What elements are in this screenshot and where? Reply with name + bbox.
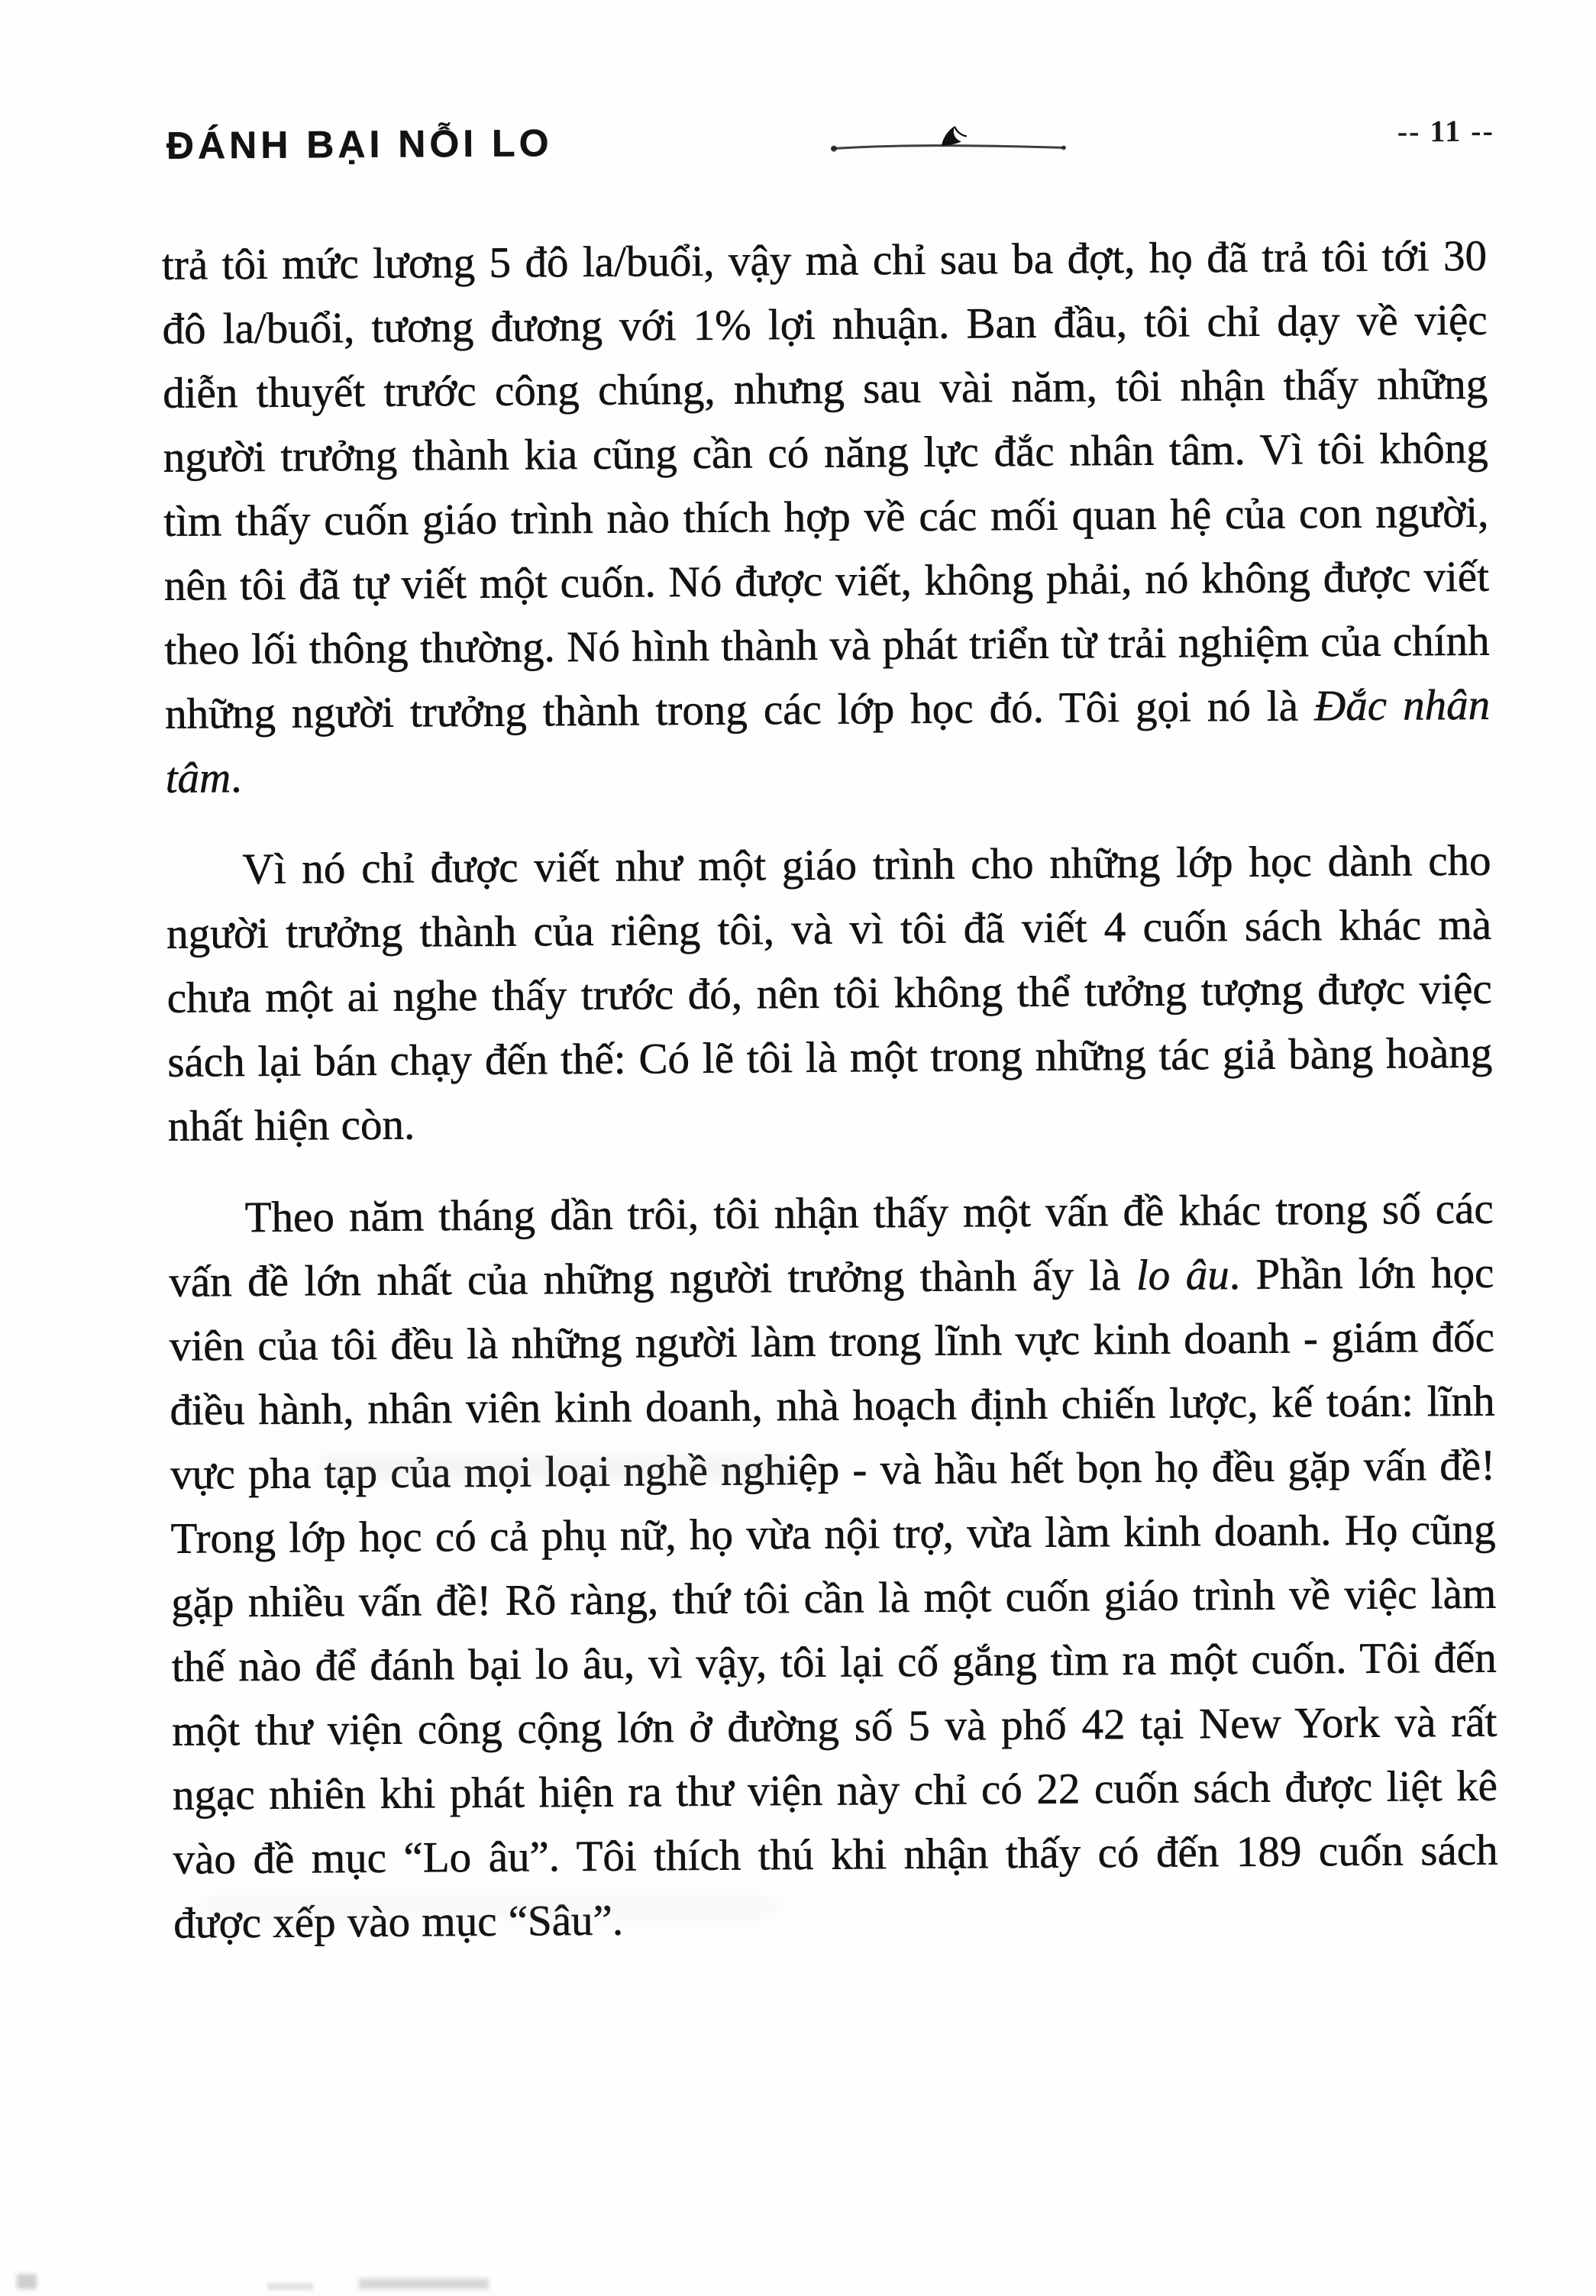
text-run: Theo năm tháng dần trôi, tôi nhận thấy một vấn đề khác trong số các vấn đề lớn nhất của những người trưởng thành ấy là	[169, 1184, 1494, 1306]
italic-phrase: Đắc nhân tâm	[165, 680, 1491, 802]
text-run: Vì nó chỉ được viết như một giáo trình cho những lớp học dành cho người trưởng thành của riêng tôi, và vì tôi đã viết 4 cuốn sách khác mà chưa một ai nghe thấy trước đó, nên tôi không thể tưởng tượng được việc sách lại bán chạy đến thế: Có lẽ tôi là một trong những tác giả bàng hoàng nhất hiện còn.	[166, 836, 1493, 1151]
text-run: . Phần lớn học viên của tôi đều là những người làm trong lĩnh vực kinh doanh - giám đốc điều hành, nhân viên kinh doanh, nhà hoạch định chiến lược, kế toán: lĩnh vực pha tạp của mọi loại nghề nghiệp - và hầu hết bọn họ đều gặp vấn đề! Trong lớp học có cả phụ nữ, họ vừa nội trợ, vừa làm kinh doanh. Họ cũng gặp nhiều vấn đề! Rõ ràng, thứ tôi cần là một cuốn giáo trình về việc làm thế nào để đánh bại lo âu, vì vậy, tôi lại cố gắng tìm ra một cuốn. Tôi đến một thư viện công cộng lớn ở đường số 5 và phố 42 tại New York và rất ngạc nhiên khi phát hiện ra thư viện này chỉ có 22 cuốn sách được liệt kê vào đề mục “Lo âu”. Tôi thích thú khi nhận thấy có đến 189 cuốn sách được xếp vào mục “Sâu”.	[169, 1248, 1498, 1948]
text-run: .	[230, 754, 242, 802]
paragraph	[168, 1177, 1498, 1956]
body-text	[162, 224, 1499, 1956]
italic-phrase: lo âu	[1136, 1251, 1229, 1300]
page-number: -- 11 --	[1397, 113, 1494, 149]
paragraph	[166, 829, 1493, 1159]
paragraph	[162, 224, 1491, 811]
text-run: trả tôi mức lương 5 đô la/buổi, vậy mà chỉ sau ba đợt, họ đã trả tôi tới 30 đô la/buổi, tương đương với 1% lợi nhuận. Ban đầu, tôi chỉ dạy về việc diễn thuyết trước công chúng, nhưng sau vài năm, tôi nhận thấy những người trưởng thành kia cũng cần có năng lực đắc nhân tâm. Vì tôi không tìm thấy cuốn giáo trình nào thích hợp về các mối quan hệ của con người, nên tôi đã tự viết một cuốn. Nó được viết, không phải, nó không được viết theo lối thông thường. Nó hình thành và phát triển từ trải nghiệm của chính những người trưởng thành trong các lớp học đó. Tôi gọi nó là	[161, 231, 1490, 738]
fleuron-divider-icon	[827, 123, 1071, 161]
running-title: ĐÁNH BẠI NỖI LO	[166, 121, 553, 167]
page-header	[166, 108, 1500, 179]
